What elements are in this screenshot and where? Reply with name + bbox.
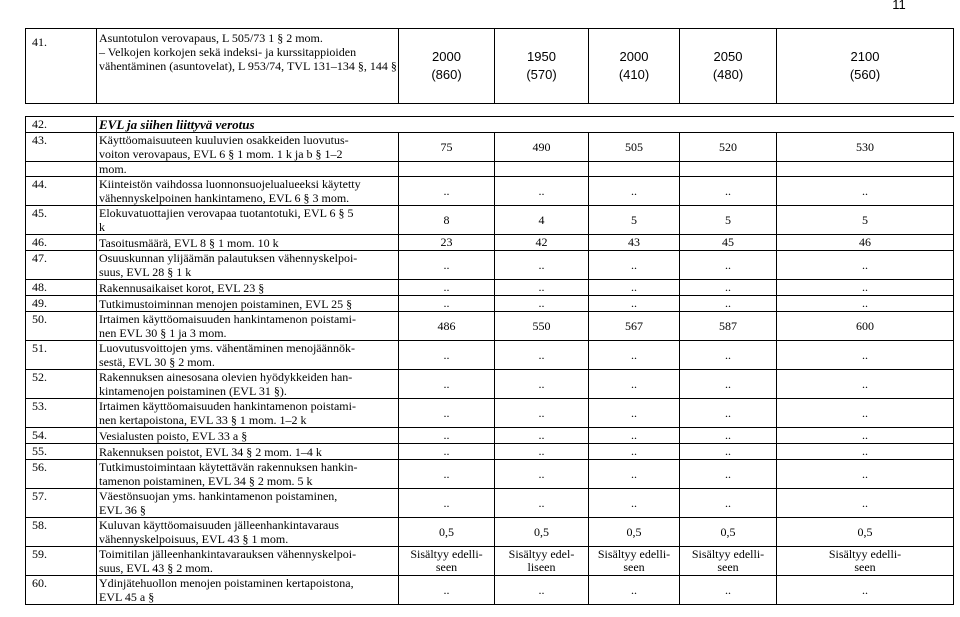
value-cell: Sisältyy edelli- seen: [777, 547, 954, 576]
value-cell: ..: [589, 370, 680, 399]
value-cell: ..: [399, 177, 495, 206]
value-cell: 43: [589, 235, 680, 251]
value-cell: ..: [777, 370, 954, 399]
row-number: 58.: [26, 518, 97, 547]
count-label: (860): [431, 67, 462, 82]
table-row: [26, 547, 954, 576]
value-cell: ..: [680, 444, 777, 460]
value-cell: Sisältyy edelli- seen: [399, 547, 495, 576]
value-cell: ..: [777, 399, 954, 428]
value-cell: ..: [399, 460, 495, 489]
row-number: 45.: [26, 206, 97, 235]
value-cell: ..: [589, 444, 680, 460]
value-cell: ..: [589, 460, 680, 489]
value-cell: ..: [680, 296, 777, 312]
section-number: 42.: [26, 117, 97, 133]
value-cell: 490: [495, 133, 589, 162]
value-cell: ..: [495, 296, 589, 312]
value-cell: ..: [777, 251, 954, 280]
value-cell: [495, 162, 589, 177]
value-cell: ..: [589, 399, 680, 428]
value-cell: ..: [680, 460, 777, 489]
row-description: Kuluvan käyttöomaisuuden jälleenhankintavaraus vähennyskelpoisuus, EVL 43 § 1 mom.: [97, 518, 399, 547]
count-label: (570): [526, 67, 557, 82]
row-number: 54.: [26, 428, 97, 444]
value-cell: 0,5: [777, 518, 954, 547]
value-cell: [680, 162, 777, 177]
table-row: [26, 341, 954, 370]
row-description: Rakennuksen poistot, EVL 34 § 2 mom. 1–4 k: [97, 444, 399, 460]
section-title: EVL ja siihen liittyvä verotus: [97, 117, 954, 133]
count-label: (560): [849, 67, 881, 82]
value-cell: ..: [777, 296, 954, 312]
value-cell: 505: [589, 133, 680, 162]
value-cell: ..: [399, 370, 495, 399]
row-number: [26, 162, 97, 177]
value-cell: [777, 162, 954, 177]
value-cell: 5: [680, 206, 777, 235]
table-row: [26, 133, 954, 162]
value-cell: ..: [495, 280, 589, 296]
table-row: [26, 428, 954, 444]
value-cell: Sisältyy edelli- seen: [589, 547, 680, 576]
value-cell: ..: [680, 341, 777, 370]
value-cell: 520: [680, 133, 777, 162]
value-cell: 0,5: [589, 518, 680, 547]
value-cell: 600: [777, 312, 954, 341]
row-number: 59.: [26, 547, 97, 576]
value-cell: 4: [495, 206, 589, 235]
year-label: 2050: [713, 49, 743, 64]
value-cell: [399, 162, 495, 177]
table-row: [26, 162, 954, 177]
value-cell: ..: [777, 460, 954, 489]
header-row: [26, 29, 954, 104]
value-cell: 42: [495, 235, 589, 251]
row-description: Ydinjätehuollon menojen poistaminen kertapoistona, EVL 45 a §: [97, 576, 399, 605]
table-row: [26, 251, 954, 280]
value-cell: ..: [399, 341, 495, 370]
value-cell: 0,5: [495, 518, 589, 547]
year-column-5: [777, 29, 954, 104]
value-cell: ..: [399, 428, 495, 444]
value-cell: 46: [777, 235, 954, 251]
value-cell: ..: [399, 280, 495, 296]
value-cell: ..: [680, 576, 777, 605]
value-cell: 587: [680, 312, 777, 341]
spacer-cell: [26, 104, 954, 117]
value-cell: Sisältyy edel- liseen: [495, 547, 589, 576]
value-cell: ..: [589, 428, 680, 444]
row-number: 41.: [26, 29, 97, 104]
year-column-2: [495, 29, 589, 104]
section-row: [26, 117, 954, 133]
value-cell: ..: [680, 399, 777, 428]
value-cell: ..: [399, 399, 495, 428]
value-cell: ..: [777, 489, 954, 518]
value-cell: Sisältyy edelli- seen: [680, 547, 777, 576]
table-row: [26, 444, 954, 460]
value-cell: 567: [589, 312, 680, 341]
value-cell: ..: [680, 428, 777, 444]
row-number: 51.: [26, 341, 97, 370]
value-cell: ..: [495, 341, 589, 370]
value-cell: 8: [399, 206, 495, 235]
value-cell: 23: [399, 235, 495, 251]
value-cell: ..: [777, 428, 954, 444]
table-row: [26, 177, 954, 206]
table-row: [26, 296, 954, 312]
row-number: 60.: [26, 576, 97, 605]
row-number: 57.: [26, 489, 97, 518]
row-description: Vesialusten poisto, EVL 33 a §: [97, 428, 399, 444]
value-cell: ..: [399, 489, 495, 518]
row-description: Rakennuksen ainesosana olevien hyödykkeiden han- kintamenojen poistaminen (EVL 31 §).: [97, 370, 399, 399]
row-description: Väestönsuojan yms. hankintamenon poistaminen, EVL 36 §: [97, 489, 399, 518]
value-cell: 0,5: [680, 518, 777, 547]
row-description: Kiinteistön vaihdossa luonnonsuojelualueeksi käytetty vähennyskelpoinen hankintameno, EVL 6 § 3 mom.: [97, 177, 399, 206]
row-number: 47.: [26, 251, 97, 280]
row-description: Irtaimen käyttöomaisuuden hankintamenon poistami- nen kertapoistona, EVL 33 § 1 mom. 1–2 k: [97, 399, 399, 428]
year-column-1: [399, 29, 495, 104]
count-label: (480): [712, 67, 744, 82]
tax-expenditure-table: [25, 28, 954, 605]
value-cell: ..: [589, 489, 680, 518]
year-label: 2000: [432, 49, 461, 64]
value-cell: ..: [495, 251, 589, 280]
row-description: Elokuvatuottajien verovapaa tuotantotuki, EVL 6 § 5 k: [97, 206, 399, 235]
value-cell: ..: [680, 370, 777, 399]
value-cell: ..: [495, 489, 589, 518]
table-row: [26, 312, 954, 341]
page-number: 11: [892, 0, 906, 12]
value-cell: ..: [777, 444, 954, 460]
table-row: [26, 206, 954, 235]
spacer-row: [26, 104, 954, 117]
value-cell: ..: [589, 280, 680, 296]
year-column-4: [680, 29, 777, 104]
value-cell: ..: [680, 251, 777, 280]
table-row: [26, 280, 954, 296]
value-cell: [589, 162, 680, 177]
value-cell: ..: [495, 576, 589, 605]
value-cell: ..: [495, 428, 589, 444]
value-cell: ..: [495, 177, 589, 206]
row-number: 48.: [26, 280, 97, 296]
table-row: [26, 235, 954, 251]
row-description: Luovutusvoittojen yms. vähentäminen menojäännök- sestä, EVL 30 § 2 mom.: [97, 341, 399, 370]
table-row: [26, 370, 954, 399]
row-description: Tutkimustoiminnan menojen poistaminen, EVL 25 §: [97, 296, 399, 312]
table-row: [26, 399, 954, 428]
value-cell: ..: [680, 177, 777, 206]
value-cell: ..: [777, 341, 954, 370]
row-description: Käyttöomaisuuteen kuuluvien osakkeiden luovutus- voiton verovapaus, EVL 6 § 1 mom. 1 k ja b § 1–2: [97, 133, 399, 162]
table-row: [26, 489, 954, 518]
row-description: Osuuskunnan ylijäämän palautuksen vähennyskelpoi- suus, EVL 28 § 1 k: [97, 251, 399, 280]
row-number: 44.: [26, 177, 97, 206]
value-cell: ..: [589, 341, 680, 370]
value-cell: ..: [589, 251, 680, 280]
value-cell: 75: [399, 133, 495, 162]
value-cell: ..: [589, 576, 680, 605]
value-cell: 486: [399, 312, 495, 341]
value-cell: 530: [777, 133, 954, 162]
table-row: [26, 460, 954, 489]
row-number: 53.: [26, 399, 97, 428]
value-cell: ..: [777, 177, 954, 206]
value-cell: ..: [495, 444, 589, 460]
count-label: (410): [618, 67, 650, 82]
value-cell: 550: [495, 312, 589, 341]
value-cell: ..: [589, 296, 680, 312]
value-cell: ..: [680, 489, 777, 518]
row-number: 43.: [26, 133, 97, 162]
row-description: mom.: [97, 162, 399, 177]
row-description: Asuntotulon verovapaus, L 505/73 1 § 2 mom. – Velkojen korkojen sekä indeksi- ja kurssitappioiden vähentäminen (asuntovelat), L 953/74, TVL 131–134 §, 144 §: [97, 29, 399, 104]
value-cell: ..: [495, 370, 589, 399]
year-column-3: [589, 29, 680, 104]
row-number: 55.: [26, 444, 97, 460]
row-number: 52.: [26, 370, 97, 399]
value-cell: ..: [680, 280, 777, 296]
row-number: 56.: [26, 460, 97, 489]
value-cell: ..: [399, 296, 495, 312]
year-label: 2100: [850, 49, 880, 64]
value-cell: 5: [589, 206, 680, 235]
row-number: 49.: [26, 296, 97, 312]
row-description: Irtaimen käyttöomaisuuden hankintamenon poistami- nen EVL 30 § 1 ja 3 mom.: [97, 312, 399, 341]
value-cell: ..: [495, 399, 589, 428]
row-number: 46.: [26, 235, 97, 251]
table-row: [26, 518, 954, 547]
value-cell: ..: [399, 576, 495, 605]
row-description: Tasoitusmäärä, EVL 8 § 1 mom. 10 k: [97, 235, 399, 251]
value-cell: 45: [680, 235, 777, 251]
value-cell: ..: [495, 460, 589, 489]
value-cell: ..: [777, 280, 954, 296]
value-cell: 5: [777, 206, 954, 235]
year-label: 1950: [527, 49, 556, 64]
value-cell: ..: [777, 576, 954, 605]
row-number: 50.: [26, 312, 97, 341]
row-description: Tutkimustoimintaan käytettävän rakennuksen hankin- tamenon poistaminen, EVL 34 § 2 mom. 5 k: [97, 460, 399, 489]
table-row: [26, 576, 954, 605]
value-cell: ..: [399, 251, 495, 280]
value-cell: ..: [589, 177, 680, 206]
year-label: 2000: [619, 49, 649, 64]
row-description: Toimitilan jälleenhankintavarauksen vähennyskelpoi- suus, EVL 43 § 2 mom.: [97, 547, 399, 576]
row-description: Rakennusaikaiset korot, EVL 23 §: [97, 280, 399, 296]
value-cell: ..: [399, 444, 495, 460]
value-cell: 0,5: [399, 518, 495, 547]
